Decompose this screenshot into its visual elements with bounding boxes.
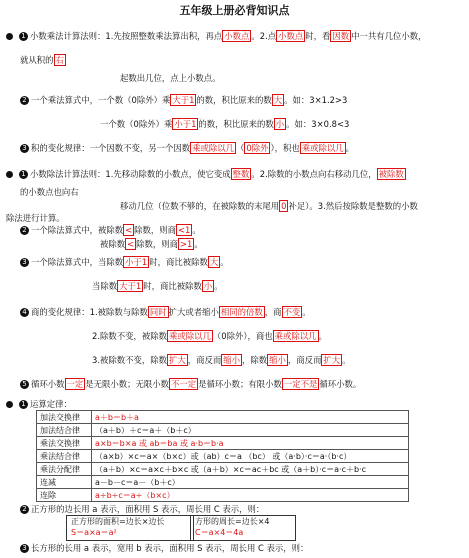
law-name: 连减 [37, 476, 92, 489]
circled-number-icon: 1 [19, 32, 28, 41]
table-row [37, 476, 409, 489]
bullet-icon [6, 33, 13, 40]
divide-rule-3: 3 一个除法算式中，当除数 小于1 时，商比被除数 大 。 [20, 256, 229, 268]
circled-number-icon: 1 [19, 170, 28, 179]
bullet-icon [6, 401, 13, 408]
multiply-rule-3: 3 积的变化规律：一个因数不变，另一个因数 乘或除以几 （ 0除外 ），积也 乘或除以几 。 [20, 142, 354, 154]
divide-rule-4c: 3.被除数不变，除数 扩大 ，商反而 缩小 ，除数 缩小 ，商反而 扩大 。 [92, 355, 351, 365]
law-name: 加法结合律 [37, 424, 92, 437]
section2-line3: 移动几位（位数不够的，在被除数的末尾用 0 补足）。3.然后按除数是整数的小数 [120, 201, 418, 211]
table-row [37, 450, 409, 463]
law-name: 乘法结合律 [37, 450, 92, 463]
law-formula: a÷b÷c＝a÷（b×c） [92, 489, 409, 502]
square-perimeter-box: 方形的周长=边长×4 C＝a×4＝4a [190, 515, 296, 541]
square-area-box: 正方形的面积=边长×边长 S＝a×a＝a² [66, 515, 194, 541]
circled-number-icon: 3 [20, 544, 29, 553]
divide-rule-3b: 当除数 大于1 时，商比被除数 小 。 [92, 281, 223, 291]
circled-number-icon: 3 [20, 258, 29, 267]
section1-line1: 1 小数乘法计算法则：1.先按照整数乘法算出积，再点 小数点 。2.点 小数点 时，看 因数 中一共有几位小数， [6, 30, 427, 42]
law-name: 乘法交换律 [37, 437, 92, 450]
law-formula: a＋b＝b＋a [92, 411, 409, 424]
page-title: 五年级上册必背知识点 [179, 4, 290, 17]
section2-line4: 除法进行计算。 [6, 213, 65, 223]
divide-rule-4: 4 商的变化规律：1.被除数与除数 同时 扩大或者缩小 相同的倍数 ，商 不变 。 [20, 306, 311, 318]
law-formula: （a×b）×c＝a×（b×c）或（ab）c＝a （bc） 或（a·b）·c＝a·（b·c） [92, 450, 409, 463]
law-formula: a×b＝b×a 或 ab＝ba 或 a·b＝b·a [92, 437, 409, 450]
laws-table [36, 410, 409, 502]
table-row [37, 489, 409, 502]
circled-number-icon: 4 [20, 308, 29, 317]
circled-number-icon: 1 [19, 400, 28, 409]
table-row [37, 437, 409, 450]
divide-rule-2: 2 一个除法算式中，被除数 < 除数，则商 <1 。 [20, 224, 201, 236]
law-formula: a－b－c＝a－（b＋c） [92, 476, 409, 489]
square-formula-intro: 2 正方形的边长用 a 表示，面积用 S 表示，周长用 C 表示，则： [20, 503, 264, 515]
section2-line1: 1 小数除法计算法则：1.先移动除数的小数点，使它变成 整数 。2.除数的小数点向右移动几位， 被除数 [6, 168, 406, 180]
table-row [37, 463, 409, 476]
divide-rule-4b: 2.除数不变，被除数 乘或除以几 （0除外），商也 乘或除以几 。 [92, 331, 327, 341]
table-row [37, 411, 409, 424]
circled-number-icon: 5 [20, 380, 29, 389]
circled-number-icon: 2 [20, 505, 29, 514]
section1-line3: 起数出几位，点上小数点。 [120, 73, 221, 83]
rectangle-formula-intro: 3 长方形的长用 a 表示，宽用 b 表示，面积用 S 表示，周长用 C 表示，则： [20, 542, 308, 554]
section2-line2: 的小数点也向右 [20, 187, 79, 197]
law-formula: （a＋b）＋c＝a＋（b＋c） [92, 424, 409, 437]
law-name: 加法交换律 [37, 411, 92, 424]
section3-heading: 1 运算定律： [6, 398, 72, 410]
law-formula: （a＋b）×c＝a×c＋b×c 或（a＋b）×c＝ac＋bc 或（a＋b）·c＝a·c＋b·c [92, 463, 409, 476]
circled-number-icon: 2 [20, 226, 29, 235]
law-name: 连除 [37, 489, 92, 502]
divide-rule-5: 5 循环小数 一定 是无限小数；无限小数 不一定 是循环小数；有限小数 一定不是 循环小数。 [20, 378, 361, 390]
circled-number-icon: 2 [20, 96, 29, 105]
law-name: 乘法分配律 [37, 463, 92, 476]
multiply-rule-2: 2 一个乘法算式中，一个数（0除外）乘 大于1 的数，积比原来的数 大 。如：3×1.2>3 [20, 94, 347, 106]
table-row [37, 424, 409, 437]
divide-rule-2b: 被除数 < 除数，则商 >1 。 [100, 239, 203, 249]
circled-number-icon: 3 [20, 144, 29, 153]
section1-line2: 就从积的 右 [20, 55, 64, 65]
bullet-icon [6, 171, 13, 178]
multiply-rule-2b: 一个数（0除外）乘 小于1 的数，积比原来的数 小 。如：3×0.8<3 [100, 119, 350, 129]
